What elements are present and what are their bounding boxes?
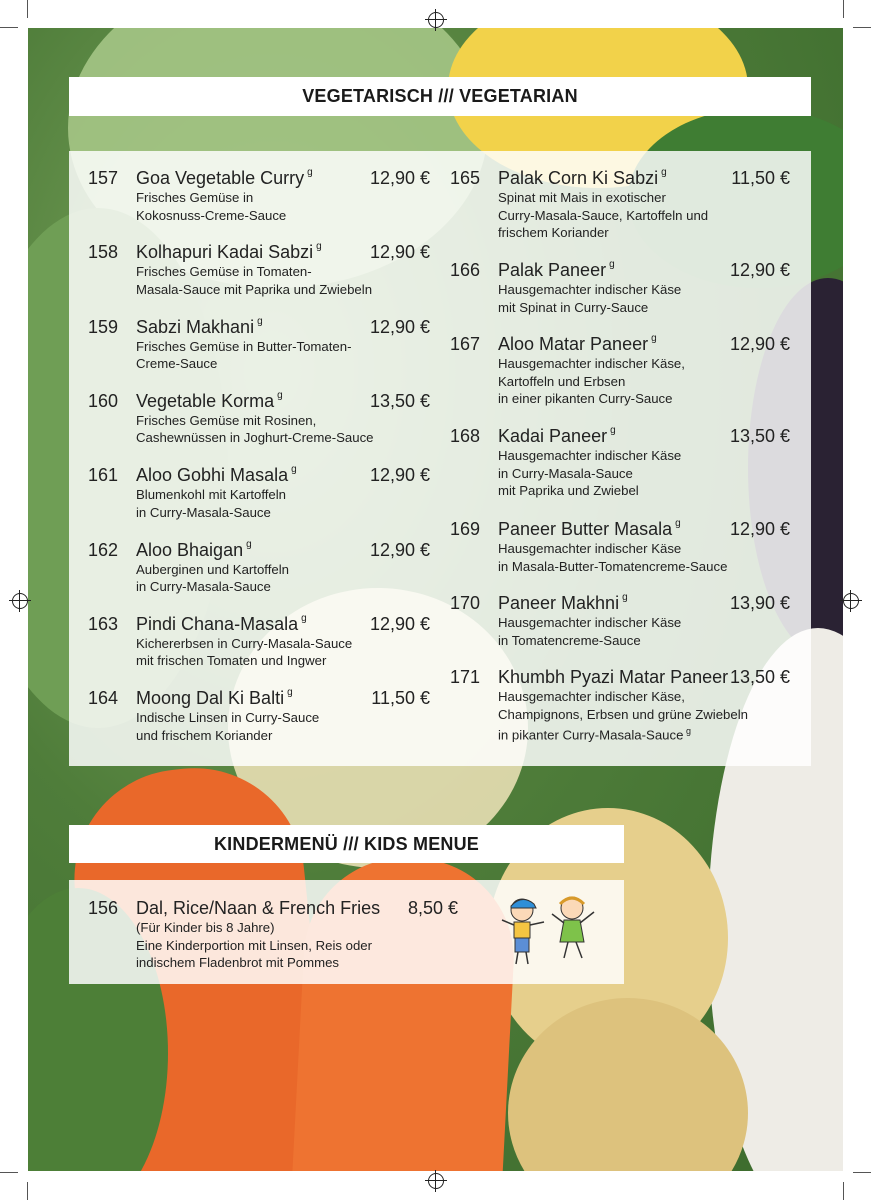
item-description [498,688,748,744]
allergen-mark: g [257,315,263,327]
crop-mark [853,1172,871,1173]
item-name [498,667,728,688]
item-name-text: Aloo Matar Paneer [498,334,649,354]
item-description [498,540,727,575]
item-number: 162 [88,539,119,560]
item-description [498,355,685,408]
item-name-text: Kolhapuri Kadai Sabzi [136,242,314,263]
item-name-text: Palak Paneer [498,260,607,280]
item-description [498,614,681,649]
item-description-text: Frisches Gemüse in Kokosnuss-Creme-Sauce [136,190,287,223]
registration-mark-icon [843,593,859,609]
item-name [136,391,283,412]
allergen-mark: g [683,726,691,736]
item-description [498,447,681,500]
crop-mark [27,1182,28,1200]
item-price: 13,50 € [369,390,430,411]
item-description-text: Spinat mit Mais in exotischer Curry-Masala-Sauce, Kartoffeln und frischem Koriander [498,190,709,240]
item-description-text: Hausgemachter indischer Käse, Champignons, Erbsen und grüne Zwiebeln in pikanter Curry-Masala-Sauce [498,689,748,743]
item-description [136,338,351,373]
kids-drawing-icon [494,892,606,972]
item-price: 12,90 € [369,539,430,560]
allergen-mark: g [307,167,313,178]
allergen-mark: g [661,167,667,178]
item-description [136,486,286,521]
item-description-text: Hausgemachter indischer Käse, Kartoffeln und Erbsen in einer pikanten Curry-Sauce [498,356,685,406]
item-description [136,709,319,744]
item-name-text: Pindi Chana-Masala [136,613,299,634]
item-description [136,635,352,670]
item-description-text: Frisches Gemüse in Tomaten- Masala-Sauce mit Paprika und Zwiebeln [136,264,373,297]
item-price: 13,90 € [729,593,790,613]
item-description-text: Frisches Gemüse mit Rosinen, Cashewnüssen in Joghurt-Creme-Sauce [136,412,374,446]
item-price: 13,50 € [729,667,790,687]
registration-mark-icon [12,593,28,609]
allergen-mark: g [277,389,283,401]
item-name-text: Aloo Gobhi Masala [136,465,289,486]
item-number: 170 [450,593,481,613]
allergen-mark: g [675,518,681,529]
item-name [136,317,263,338]
item-number: 158 [88,242,119,263]
allergen-mark: g [287,687,293,699]
item-price: 8,50 € [407,898,458,918]
item-price: 11,50 € [731,168,790,188]
allergen-mark: g [316,241,322,253]
allergen-mark: g [246,538,252,550]
item-number: 168 [450,426,481,446]
crop-mark [843,0,844,18]
item-name [498,426,616,447]
item-name [498,168,667,189]
registration-mark-icon [428,12,444,28]
crop-mark [0,27,18,28]
item-price: 12,90 € [729,260,790,280]
item-number: 156 [88,898,119,918]
item-number: 157 [88,168,119,188]
item-price: 12,90 € [369,465,430,486]
item-number: 167 [450,334,481,354]
item-name [136,242,322,263]
item-description-text: (Für Kinder bis 8 Jahre) Eine Kinderportion mit Linsen, Reis oder indischem Fladenbrot mit Pommes [136,920,373,970]
item-description-text: Frisches Gemüse in Butter-Tomaten- Creme-Sauce [136,338,352,372]
vegetarian-section-title: VEGETARISCH /// VEGETARIAN [69,77,811,116]
item-name-text: Kadai Paneer [498,426,608,446]
crop-mark [0,1172,18,1173]
allergen-mark: g [610,425,616,436]
item-description [498,189,708,242]
item-price: 11,50 € [371,688,430,709]
item-description-text: Hausgemachter indischer Käse in Masala-Butter-Tomatencreme-Sauce [498,541,728,574]
item-description [498,281,681,316]
item-name [136,688,293,709]
allergen-mark: g [291,464,297,476]
item-name-text: Vegetable Korma [136,390,275,411]
item-name [498,519,681,540]
item-name-text: Dal, Rice/Naan & French Fries [136,898,381,918]
item-number: 166 [450,260,481,280]
item-price: 12,90 € [729,334,790,354]
item-number: 164 [88,688,119,709]
allergen-mark: g [301,612,307,624]
item-price: 12,90 € [369,613,430,634]
allergen-mark: g [609,259,615,270]
item-description-text: Hausgemachter indischer Käse mit Spinat in Curry-Sauce [498,282,682,315]
item-name-text: Paneer Butter Masala [498,519,673,539]
allergen-mark: g [651,333,657,344]
item-name [136,898,380,919]
crop-mark [27,0,28,18]
item-name-text: Goa Vegetable Curry [136,168,305,188]
item-name-text: Aloo Bhaigan [136,539,244,560]
registration-mark-icon [428,1173,444,1189]
kids-section-title: KINDERMENÜ /// KIDS MENUE [69,825,624,863]
item-description-text: Auberginen und Kartoffeln in Curry-Masala-Sauce [136,561,289,594]
item-price: 12,90 € [729,519,790,539]
item-number: 171 [450,667,481,687]
item-price: 12,90 € [369,316,430,337]
allergen-mark: g [622,592,628,603]
item-name-text: Sabzi Makhani [136,316,255,337]
item-description-text: Hausgemachter indischer Käse in Curry-Masala-Sauce mit Paprika und Zwiebel [498,448,682,498]
item-name [136,465,297,486]
item-number: 165 [450,168,481,188]
item-name-text: Paneer Makhni [498,593,620,613]
crop-mark [843,1182,844,1200]
item-price: 12,90 € [369,168,430,188]
item-description-text: Indische Linsen in Curry-Sauce und frischem Koriander [136,710,320,743]
item-number: 159 [88,316,119,337]
item-description [136,919,372,972]
item-description-text: Kichererbsen in Curry-Masala-Sauce mit frischen Tomaten und Ingwer [136,635,353,669]
item-name-text: Palak Corn Ki Sabzi [498,168,659,188]
item-name-text: Moong Dal Ki Balti [136,688,285,709]
item-name [136,614,307,635]
item-name [498,334,657,355]
item-name [136,168,313,189]
item-number: 161 [88,465,119,486]
item-description [136,412,374,447]
item-name-text: Khumbh Pyazi Matar Paneer [498,667,729,687]
item-price: 13,50 € [729,426,790,446]
item-number: 160 [88,390,119,411]
item-description [136,263,372,298]
item-description [136,189,286,224]
item-description-text: Blumenkohl mit Kartoffeln in Curry-Masala-Sauce [136,487,287,520]
item-name [136,540,252,561]
item-price: 12,90 € [369,242,430,263]
item-description [136,561,289,596]
item-description-text: Hausgemachter indischer Käse in Tomatencreme-Sauce [498,615,682,648]
item-number: 169 [450,519,481,539]
crop-mark [853,27,871,28]
item-name [498,260,615,281]
item-number: 163 [88,613,119,634]
item-name [498,593,628,614]
